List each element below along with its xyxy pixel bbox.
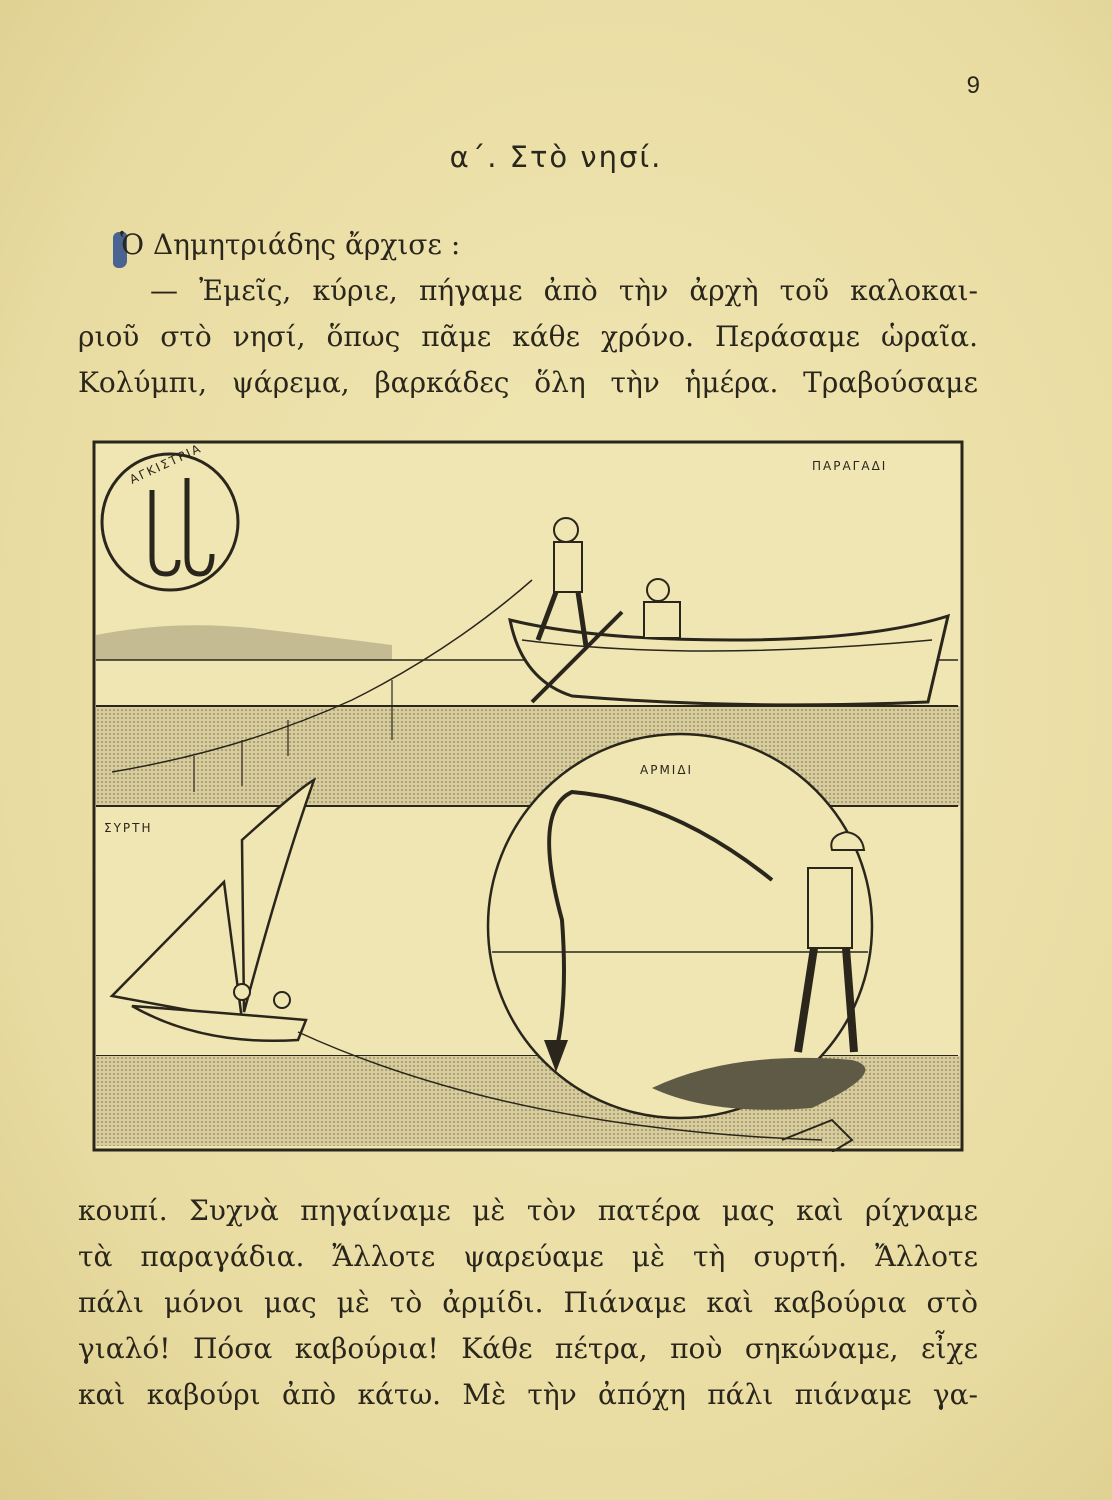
fishing-illustration bbox=[92, 440, 964, 1152]
text-line: πάλι μόνοι μας μὲ τὸ ἀρμίδι. Πιάναμε καὶ καβούρια στὸ bbox=[78, 1286, 978, 1319]
text-line: ριοῦ στὸ νησί, ὅπως πᾶμε κάθε χρόνο. Περάσαμε ὡραῖα. bbox=[78, 320, 978, 353]
page-number: 9 bbox=[966, 72, 980, 99]
sea-band-upper bbox=[96, 706, 960, 806]
label-hooks: ΑΓΚΙΣΤΡΙΑ bbox=[127, 440, 205, 487]
label-longline: ΠΑΡΑΓΑΔΙ bbox=[812, 459, 888, 473]
rod-medallion bbox=[488, 734, 872, 1118]
text-line: Ὁ Δημητριάδης ἄρχισε : bbox=[120, 228, 461, 261]
text-line: — Ἐμεῖς, κύριε, πήγαμε ἀπὸ τὴν ἀρχὴ τοῦ καλοκαι- bbox=[150, 274, 978, 307]
top-paragraph bbox=[78, 222, 978, 406]
bottom-paragraph bbox=[78, 1188, 978, 1418]
text-line: γιαλό! Πόσα καβούρια! Κάθε πέτρα, ποὺ σηκώναμε, εἶχε bbox=[78, 1332, 978, 1365]
label-trolling: ΣΥΡΤΗ bbox=[104, 821, 153, 835]
text-line: κουπί. Συχνὰ πηγαίναμε μὲ τὸν πατέρα μας καὶ ρίχναμε bbox=[78, 1194, 978, 1227]
label-rod: ΑΡΜΙΔΙ bbox=[640, 763, 694, 777]
chapter-title: α΄. Στὸ νησί. bbox=[449, 140, 663, 174]
text-line: καὶ καβούρι ἀπὸ κάτω. Μὲ τὴν ἀπόχη πάλι πιάναμε γα- bbox=[78, 1378, 978, 1411]
text-line: τὰ παραγάδια. Ἄλλοτε ψαρεύαμε μὲ τὴ συρτή. Ἄλλοτε bbox=[78, 1240, 978, 1273]
text-line: Κολύμπι, ψάρεμα, βαρκάδες ὅλη τὴν ἡμέρα. Τραβούσαμε bbox=[78, 366, 978, 399]
